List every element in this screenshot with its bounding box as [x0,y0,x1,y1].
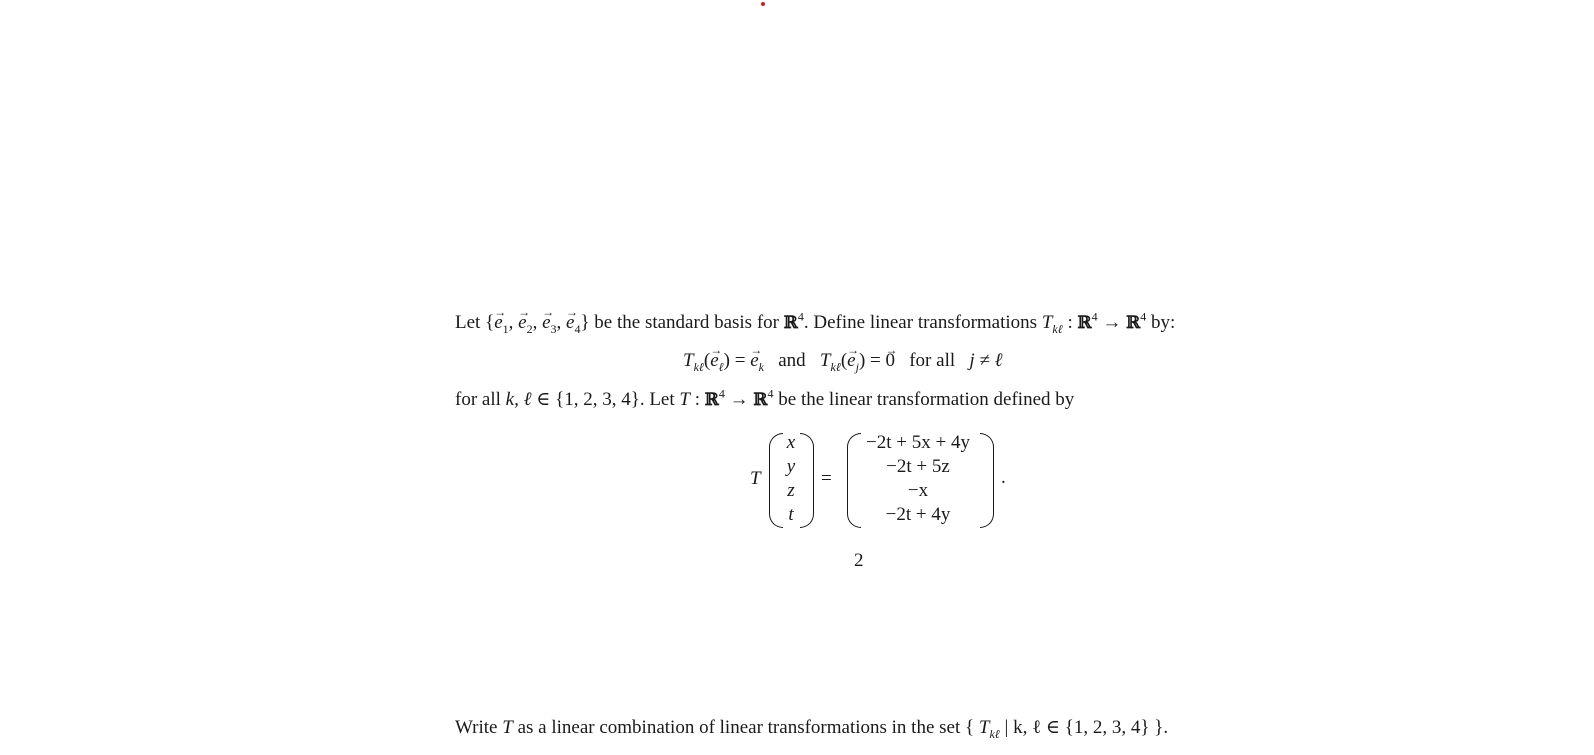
transform-subscript: kℓ [1052,321,1063,336]
output-entry: −2t + 5z [886,456,950,477]
input-entry: x [786,432,796,453]
real-field: ℝ [753,390,768,410]
dimension: 4 [1140,309,1147,324]
red-dot-marker [761,2,765,6]
text: as a linear combination of linear transformations in the set { [512,717,979,738]
dimension: 4 [1091,309,1098,324]
equals-sign: = [821,468,832,489]
basis-vector: → e [518,311,526,335]
basis-vector: → e [750,349,758,373]
basis-vector: → e [494,311,502,335]
intro-paragraph: Let {→ $e_1$, → $e_2$, → $e_3$, → $e_4$} be the standard basis for ℝ$^4$. Define linear transformations $T_{k\ell}$ : ℝ$^4$ → ℝ$^4$ by: [455,311,1175,335]
definition-equation: $T_{k\ell}(\to e_\ell)$ = → $e_k$ and $T_{k\ell}(\to e_j)$ = → 0 for all j ≠ ℓ [683,349,1003,373]
dimension: 4 [767,386,774,401]
index: k [758,359,764,374]
text: by: [1146,312,1176,333]
set-condition: | k, ℓ ∈ {1, 2, 3, 4} }. [999,717,1169,738]
text: for all [455,389,506,410]
right-paren [980,433,994,528]
output-entry: −2t + 5x + 4y [866,432,970,453]
for-all-text: for all [909,350,956,371]
real-field: ℝ [1077,313,1092,333]
text: . Define linear transformations [803,312,1042,333]
basis-vector: → e [566,311,574,335]
transform-symbol: T [502,717,513,738]
arrow: → [724,389,754,410]
index: j [855,359,859,374]
index: 2 [526,321,533,336]
colon: : [1062,312,1078,333]
index: 4 [574,321,581,336]
input-entry: z [787,480,795,501]
index: 3 [550,321,557,336]
output-vector [853,431,983,527]
matrix-equation [745,431,1025,531]
right-paren [800,433,814,528]
dimension: 4 [718,386,725,401]
page-number: 2 [854,550,864,571]
question-text [455,716,1168,740]
condition: j ≠ ℓ [969,350,1003,371]
input-entry: y [786,456,796,477]
transform-subscript: kℓ [693,359,704,374]
transform-symbol: T [1041,312,1053,333]
index: 1 [502,321,509,336]
variables: k, ℓ [505,389,532,410]
real-field: ℝ [1126,313,1141,333]
text: Let { [455,312,495,333]
output-entry: −x [907,480,929,501]
transform-symbol: T [978,717,990,738]
text: } be the standard basis for [580,312,784,333]
colon: : [689,389,705,410]
zero-vector: → 0 [885,349,895,373]
transform-subscript: kℓ [989,726,1000,741]
period: . [1001,467,1006,488]
transform-symbol: T [819,350,831,371]
real-field: ℝ [783,313,798,333]
input-entry: t [788,504,794,525]
basis-vector: → e [847,349,855,373]
basis-vector: → e [710,349,718,373]
transform-subscript: kℓ [830,359,841,374]
transform-symbol: T [679,389,690,410]
transform-symbol: T [683,350,694,371]
basis-vector: → e [542,311,550,335]
dimension: 4 [797,309,804,324]
text: be the linear transformation defined by [773,389,1075,410]
and-text: and [778,350,806,371]
arrow: → [1097,312,1127,333]
real-field: ℝ [704,390,719,410]
input-vector [781,431,801,527]
text: Write [455,717,503,738]
transform-symbol: T [750,468,761,489]
text: ∈ {1, 2, 3, 4}. Let [531,389,680,410]
index: ℓ [718,359,724,374]
output-entry: −2t + 4y [885,504,951,525]
second-paragraph [455,388,1074,412]
